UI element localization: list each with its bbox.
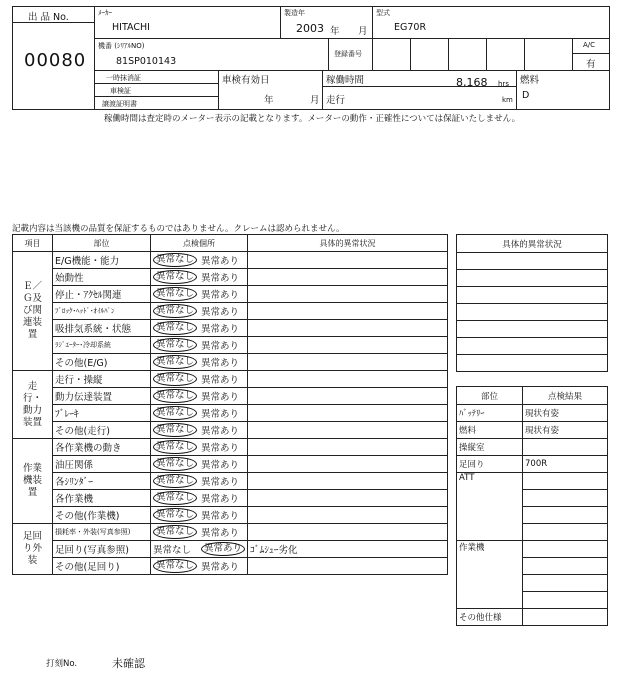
inspection-row (13, 286, 448, 303)
ok-cell (151, 541, 200, 558)
detail-cell (248, 456, 448, 473)
ng-cell (199, 354, 248, 371)
side-results-table (456, 386, 608, 626)
part-label: ﾌﾞﾚｰｷ (53, 405, 151, 422)
inspection-table (12, 234, 448, 575)
ok-label: 異常なし (153, 423, 197, 437)
ac-value: 有 (586, 59, 596, 70)
part-label: その他(足回り) (53, 558, 151, 575)
ok-label: 異常なし (153, 457, 197, 471)
side-part-work-machine: 作業機 (457, 541, 523, 609)
ok-label: 異常なし (153, 338, 197, 352)
side-result-work-row (523, 575, 608, 592)
part-label: 損耗率・外装(写真参照) (53, 524, 151, 541)
maker-label: ﾒｰｶｰ (98, 9, 112, 17)
part-label: その他(作業機) (53, 507, 151, 524)
inspection-row (13, 405, 448, 422)
part-label: 各作業機の動き (53, 439, 151, 456)
header-detail: 具体的異常状況 (248, 235, 448, 252)
ok-cell (151, 439, 200, 456)
inspection-row (13, 558, 448, 575)
inspection-row (13, 541, 448, 558)
ng-label: 異常あり (201, 562, 240, 573)
ng-label: 異常あり (201, 341, 240, 352)
side-result-other-spec (523, 609, 608, 626)
ng-cell (199, 286, 248, 303)
side-part-other-spec: その他仕様 (457, 609, 523, 626)
part-label: 油圧関係 (53, 456, 151, 473)
hours-note: 稼働時間は査定時のメーター表示の記載となります。メーターの動作・正確性については保証いたしません。 (104, 114, 521, 124)
side-part-battery: ﾊﾞｯﾃﾘｰ (457, 405, 523, 422)
ng-cell (199, 524, 248, 541)
detail-cell (248, 286, 448, 303)
ng-cell (199, 252, 248, 269)
part-label: 始動性 (53, 269, 151, 286)
detail-cell (248, 439, 448, 456)
ng-label: 異常あり (201, 542, 245, 556)
side-detail-row (457, 338, 608, 355)
part-label: その他(走行) (53, 422, 151, 439)
ok-cell (151, 286, 200, 303)
header-part: 部位 (53, 235, 151, 252)
detail-cell (248, 371, 448, 388)
ng-cell (199, 337, 248, 354)
inspection-month-unit: 月 (310, 95, 320, 106)
side-result-att-row (523, 524, 608, 541)
fuel-value: D (522, 90, 530, 101)
detail-cell (248, 507, 448, 524)
inspection-row (13, 456, 448, 473)
year-value: 2003 (296, 22, 324, 35)
inspection-row (13, 439, 448, 456)
part-label: 走行・操縦 (53, 371, 151, 388)
side-detail-row (457, 321, 608, 338)
inspection-date-label: 車検有効日 (222, 75, 270, 86)
model-label: 型式 (376, 9, 390, 17)
header-category: 項目 (13, 235, 53, 252)
serial-value: 81SP010143 (116, 56, 177, 67)
inspection-row (13, 371, 448, 388)
km-unit: km (502, 96, 513, 104)
vehicle-cert-label: 車検証 (110, 87, 131, 95)
ok-label: 異常なし (153, 372, 197, 386)
ng-label: 異常あり (201, 290, 240, 301)
year-label: 製造年 (284, 9, 305, 17)
side-result-battery: 現状有姿 (523, 405, 608, 422)
part-label: ﾌﾞﾛｯｸ･ﾍｯﾄﾞ･ｵｲﾙﾊﾟﾝ (53, 303, 151, 320)
side-detail-row (457, 253, 608, 270)
ok-label: 異常なし (153, 545, 192, 556)
ok-cell (151, 507, 200, 524)
ng-cell (199, 439, 248, 456)
ok-cell (151, 388, 200, 405)
ok-cell (151, 354, 200, 371)
inspection-row (13, 354, 448, 371)
detail-cell (248, 422, 448, 439)
inspection-year-unit: 年 (264, 95, 274, 106)
inspection-row (13, 269, 448, 286)
side-detail-header: 具体的異常状況 (457, 235, 608, 253)
side-result-cab (523, 439, 608, 456)
ng-cell (199, 456, 248, 473)
listing-no-label: 出 品 No. (28, 12, 69, 23)
detail-cell (248, 473, 448, 490)
part-label: 動力伝達装置 (53, 388, 151, 405)
ng-label: 異常あり (201, 511, 240, 522)
inspection-row (13, 303, 448, 320)
reg-label: 登録番号 (334, 50, 362, 58)
ng-label: 異常あり (201, 443, 240, 454)
ok-cell (151, 371, 200, 388)
side-result-att-row (523, 490, 608, 507)
detail-cell (248, 490, 448, 507)
year-unit: 年 (330, 26, 340, 37)
side-detail-row (457, 270, 608, 287)
ok-label: 異常なし (153, 270, 197, 284)
side-detail-table (456, 234, 608, 372)
ng-cell (199, 371, 248, 388)
fuel-label: 燃料 (520, 75, 540, 86)
ng-cell (199, 507, 248, 524)
category-label: Ｅ／Ｇ及び関連装置 (13, 252, 53, 371)
ok-label: 異常なし (153, 440, 197, 454)
hours-unit: hrs (498, 80, 509, 88)
ok-cell (151, 524, 200, 541)
ok-label: 異常なし (153, 559, 197, 573)
ng-label: 異常あり (201, 477, 240, 488)
detail-cell (248, 388, 448, 405)
ok-cell (151, 558, 200, 575)
ok-cell (151, 422, 200, 439)
inspection-row (13, 320, 448, 337)
ok-label: 異常なし (153, 304, 197, 318)
header-check-point: 点検個所 (151, 235, 248, 252)
side-result-undercarriage: 700R (523, 456, 608, 473)
side-detail-row (457, 287, 608, 304)
transfer-cert-label: 譲渡証明書 (102, 100, 137, 108)
ok-label: 異常なし (153, 406, 197, 420)
travel-label: 走行 (326, 95, 346, 106)
ng-cell (199, 388, 248, 405)
detail-cell (248, 558, 448, 575)
detail-cell (248, 337, 448, 354)
ok-label: 異常なし (153, 321, 197, 335)
hours-value: 8,168 (456, 76, 488, 89)
detail-cell (248, 269, 448, 286)
ok-cell (151, 473, 200, 490)
part-label: 各ｼﾘﾝﾀﾞｰ (53, 473, 151, 490)
side-header-result: 点検結果 (523, 387, 608, 405)
detail-cell (248, 405, 448, 422)
inspection-row (13, 490, 448, 507)
side-part-undercarriage: 足回り (457, 456, 523, 473)
ng-label: 異常あり (201, 375, 240, 386)
ng-label: 異常あり (201, 426, 240, 437)
ng-label: 異常あり (201, 256, 240, 267)
hours-label: 稼働時間 (326, 75, 365, 86)
part-label: その他(E/G) (53, 354, 151, 371)
inspection-row (13, 422, 448, 439)
ok-label: 異常なし (153, 355, 197, 369)
serial-label: 機番 (ｼﾘｱﾙNO) (98, 42, 145, 50)
side-result-fuel: 現状有姿 (523, 422, 608, 439)
ok-cell (151, 490, 200, 507)
detail-cell (248, 252, 448, 269)
part-label: 停止・ｱｸｾﾙ関連 (53, 286, 151, 303)
part-label: E/G機能・能力 (53, 252, 151, 269)
side-result-work-row (523, 558, 608, 575)
side-part-cab: 操縦室 (457, 439, 523, 456)
ok-label: 異常なし (153, 508, 197, 522)
stamp-label: 打刻No. (46, 659, 78, 669)
detail-cell: ｺﾞﾑｼｭｰ劣化 (248, 541, 448, 558)
ng-label: 異常あり (201, 494, 240, 505)
inspection-row (13, 388, 448, 405)
ng-label: 異常あり (201, 460, 240, 471)
ok-label: 異常なし (153, 389, 197, 403)
ok-label: 異常なし (153, 474, 197, 488)
ac-label: A/C (583, 41, 596, 49)
side-result-att (523, 473, 608, 490)
detail-cell (248, 303, 448, 320)
side-part-fuel: 燃料 (457, 422, 523, 439)
side-result-work-row (523, 541, 608, 558)
ng-label: 異常あり (201, 324, 240, 335)
month-unit: 月 (358, 26, 368, 37)
ok-cell (151, 405, 200, 422)
category-label: 足回り外装 (13, 524, 53, 575)
model-value: EG70R (394, 22, 427, 33)
part-label: 足回り(写真参照) (53, 541, 151, 558)
maker-value: HITACHI (112, 22, 150, 33)
ok-label: 異常なし (153, 525, 197, 539)
inspection-row (13, 252, 448, 269)
inspection-row (13, 473, 448, 490)
part-label: 各作業機 (53, 490, 151, 507)
ng-cell (199, 473, 248, 490)
side-part-att: ATT (457, 473, 523, 541)
side-result-work-row (523, 592, 608, 609)
ok-cell (151, 269, 200, 286)
ok-cell (151, 337, 200, 354)
ng-cell (199, 269, 248, 286)
ok-label: 異常なし (153, 287, 197, 301)
ng-label: 異常あり (201, 392, 240, 403)
category-label: 走行・動力装置 (13, 371, 53, 439)
ng-cell (199, 320, 248, 337)
detail-cell (248, 354, 448, 371)
ok-label: 異常なし (153, 253, 197, 267)
side-result-att-row (523, 507, 608, 524)
ng-cell (199, 303, 248, 320)
ok-label: 異常なし (153, 491, 197, 505)
category-label: 作業機装置 (13, 439, 53, 524)
detail-cell (248, 524, 448, 541)
part-label: ﾗｼﾞｴｰﾀｰ･冷却系統 (53, 337, 151, 354)
side-header-part: 部位 (457, 387, 523, 405)
ok-cell (151, 303, 200, 320)
part-label: 吸排気系統・状態 (53, 320, 151, 337)
ng-label: 異常あり (201, 307, 240, 318)
stamp-value: 未確認 (112, 657, 145, 670)
ng-cell (199, 541, 248, 558)
disclaimer: 記載内容は当該機の品質を保証するものではありません。クレームは認められません。 (12, 224, 345, 234)
ng-cell (199, 422, 248, 439)
ng-label: 異常あり (201, 273, 240, 284)
ng-label: 異常あり (201, 409, 240, 420)
side-detail-row (457, 304, 608, 321)
ok-cell (151, 456, 200, 473)
ng-cell (199, 490, 248, 507)
ng-cell (199, 405, 248, 422)
temp-permit-label: 一時抹消証 (106, 74, 141, 82)
ng-label: 異常あり (201, 528, 240, 539)
inspection-row (13, 337, 448, 354)
side-detail-row (457, 355, 608, 372)
ng-cell (199, 558, 248, 575)
inspection-row (13, 507, 448, 524)
inspection-row (13, 524, 448, 541)
ok-cell (151, 252, 200, 269)
listing-no: 00080 (24, 50, 87, 71)
ng-label: 異常あり (201, 358, 240, 369)
ok-cell (151, 320, 200, 337)
detail-cell (248, 320, 448, 337)
